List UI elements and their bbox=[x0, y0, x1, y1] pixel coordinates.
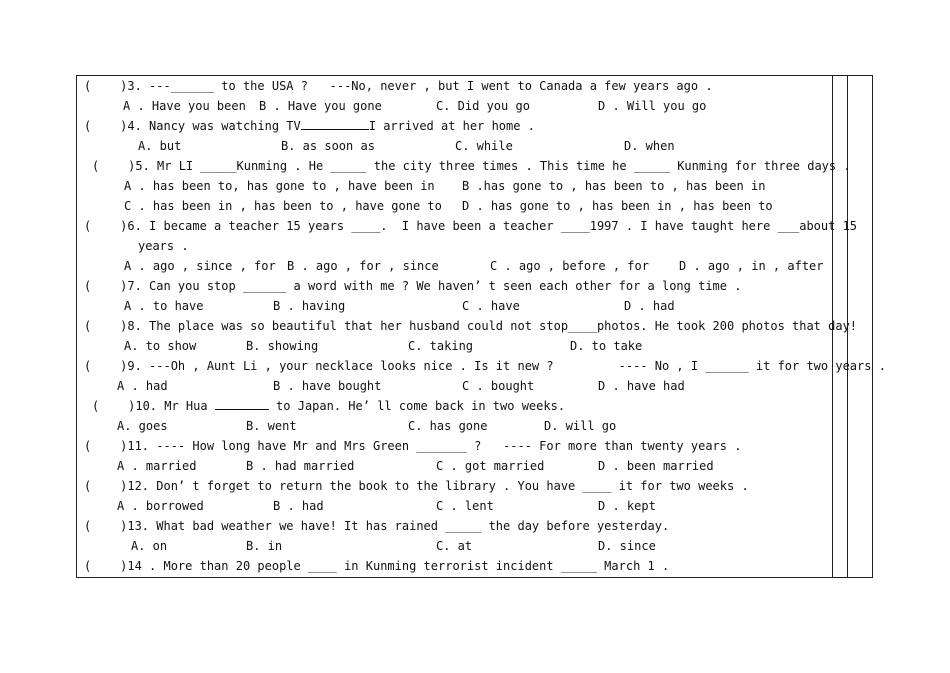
q13-option-d: D. since bbox=[598, 539, 656, 553]
q11-option-d: D . been married bbox=[598, 459, 714, 473]
q12-option-d: D . kept bbox=[598, 499, 656, 513]
q3-option-c: C. Did you go bbox=[436, 99, 530, 113]
q5-option-b: B .has gone to , has been to , has been in bbox=[462, 179, 766, 193]
question-5-stem: ( )5. Mr LI _____Kunming . He _____ the city three times . This time he _____ Kunming for three days . bbox=[92, 159, 851, 173]
q11-option-b: B . had married bbox=[246, 459, 355, 473]
question-8-stem: ( )8. The place was so beautiful that her husband could not stop____photos. He took 200 photos that day! bbox=[84, 319, 858, 333]
q10-option-a: A. goes bbox=[117, 419, 168, 433]
q12-option-b: B . had bbox=[273, 499, 324, 513]
q6-option-c: C . ago , before , for bbox=[490, 259, 649, 273]
q12-option-c: C . lent bbox=[436, 499, 494, 513]
question-14-stem: ( )14 . More than 20 people ____ in Kunming terrorist incident _____ March 1 . bbox=[84, 559, 670, 573]
q3-option-a: A . Have you been bbox=[123, 99, 246, 113]
answer-blank bbox=[301, 118, 369, 130]
question-6-stem: ( )6. I became a teacher 15 years ____. I have been a teacher ____1997 . I have taught here ___about 15 bbox=[84, 219, 858, 233]
q13-option-a: A. on bbox=[131, 539, 168, 553]
answer-blank bbox=[215, 398, 269, 410]
q10-option-d: D. will go bbox=[544, 419, 617, 433]
question-11-stem: ( )11. ---- How long have Mr and Mrs Green _______ ? ---- For more than twenty years . bbox=[84, 439, 742, 453]
q3-option-d: D . Will you go bbox=[598, 99, 707, 113]
q9-option-c: C . bought bbox=[462, 379, 535, 393]
q4-option-d: D. when bbox=[624, 139, 675, 153]
q7-option-a: A . to have bbox=[124, 299, 204, 313]
question-7-stem: ( )7. Can you stop ______ a word with me ? We haven’ t seen each other for a long time . bbox=[84, 279, 742, 293]
q8-option-d: D. to take bbox=[570, 339, 643, 353]
q4-option-c: C. while bbox=[455, 139, 513, 153]
question-9-stem: ( )9. ---Oh , Aunt Li , your necklace looks nice . Is it new ? ---- No , I ______ it for two years . bbox=[84, 359, 886, 373]
q12-option-a: A . borrowed bbox=[117, 499, 204, 513]
q6-option-a: A . ago , since , for bbox=[124, 259, 276, 273]
q11-option-c: C . got married bbox=[436, 459, 545, 473]
q6-option-b: B . ago , for , since bbox=[287, 259, 439, 273]
q13-option-b: B. in bbox=[246, 539, 283, 553]
q11-option-a: A . married bbox=[117, 459, 197, 473]
q10-option-b: B. went bbox=[246, 419, 297, 433]
q13-option-c: C. at bbox=[436, 539, 473, 553]
question-10-stem: ( )10. Mr Hua to Japan. He’ ll come back in two weeks. bbox=[92, 399, 566, 413]
q6-option-d: D . ago , in , after bbox=[679, 259, 824, 273]
q4-option-a: A. but bbox=[138, 139, 182, 153]
question-6-stem-continued: years . bbox=[138, 239, 189, 253]
q9-option-b: B . have bought bbox=[273, 379, 382, 393]
q7-option-b: B . having bbox=[273, 299, 346, 313]
q5-option-c: C . has been in , has been to , have gone to bbox=[124, 199, 442, 213]
question-4-stem: ( )4. Nancy was watching TV I arrived at her home . bbox=[84, 119, 535, 133]
q4-option-b: B. as soon as bbox=[281, 139, 375, 153]
question-3-stem: ( )3. ---______ to the USA ? ---No, never , but I went to Canada a few years ago . bbox=[84, 79, 713, 93]
q8-option-b: B. showing bbox=[246, 339, 319, 353]
q8-option-a: A. to show bbox=[124, 339, 197, 353]
question-13-stem: ( )13. What bad weather we have! It has rained _____ the day before yesterday. bbox=[84, 519, 670, 533]
q9-option-d: D . have had bbox=[598, 379, 685, 393]
q3-option-b: B . Have you gone bbox=[259, 99, 382, 113]
q5-option-d: D . has gone to , has been in , has been to bbox=[462, 199, 773, 213]
q5-option-a: A . has been to, has gone to , have been in bbox=[124, 179, 435, 193]
question-12-stem: ( )12. Don’ t forget to return the book to the library . You have ____ it for two weeks . bbox=[84, 479, 749, 493]
q8-option-c: C. taking bbox=[408, 339, 474, 353]
q7-option-c: C . have bbox=[462, 299, 520, 313]
q9-option-a: A . had bbox=[117, 379, 168, 393]
q10-option-c: C. has gone bbox=[408, 419, 488, 433]
q7-option-d: D . had bbox=[624, 299, 675, 313]
